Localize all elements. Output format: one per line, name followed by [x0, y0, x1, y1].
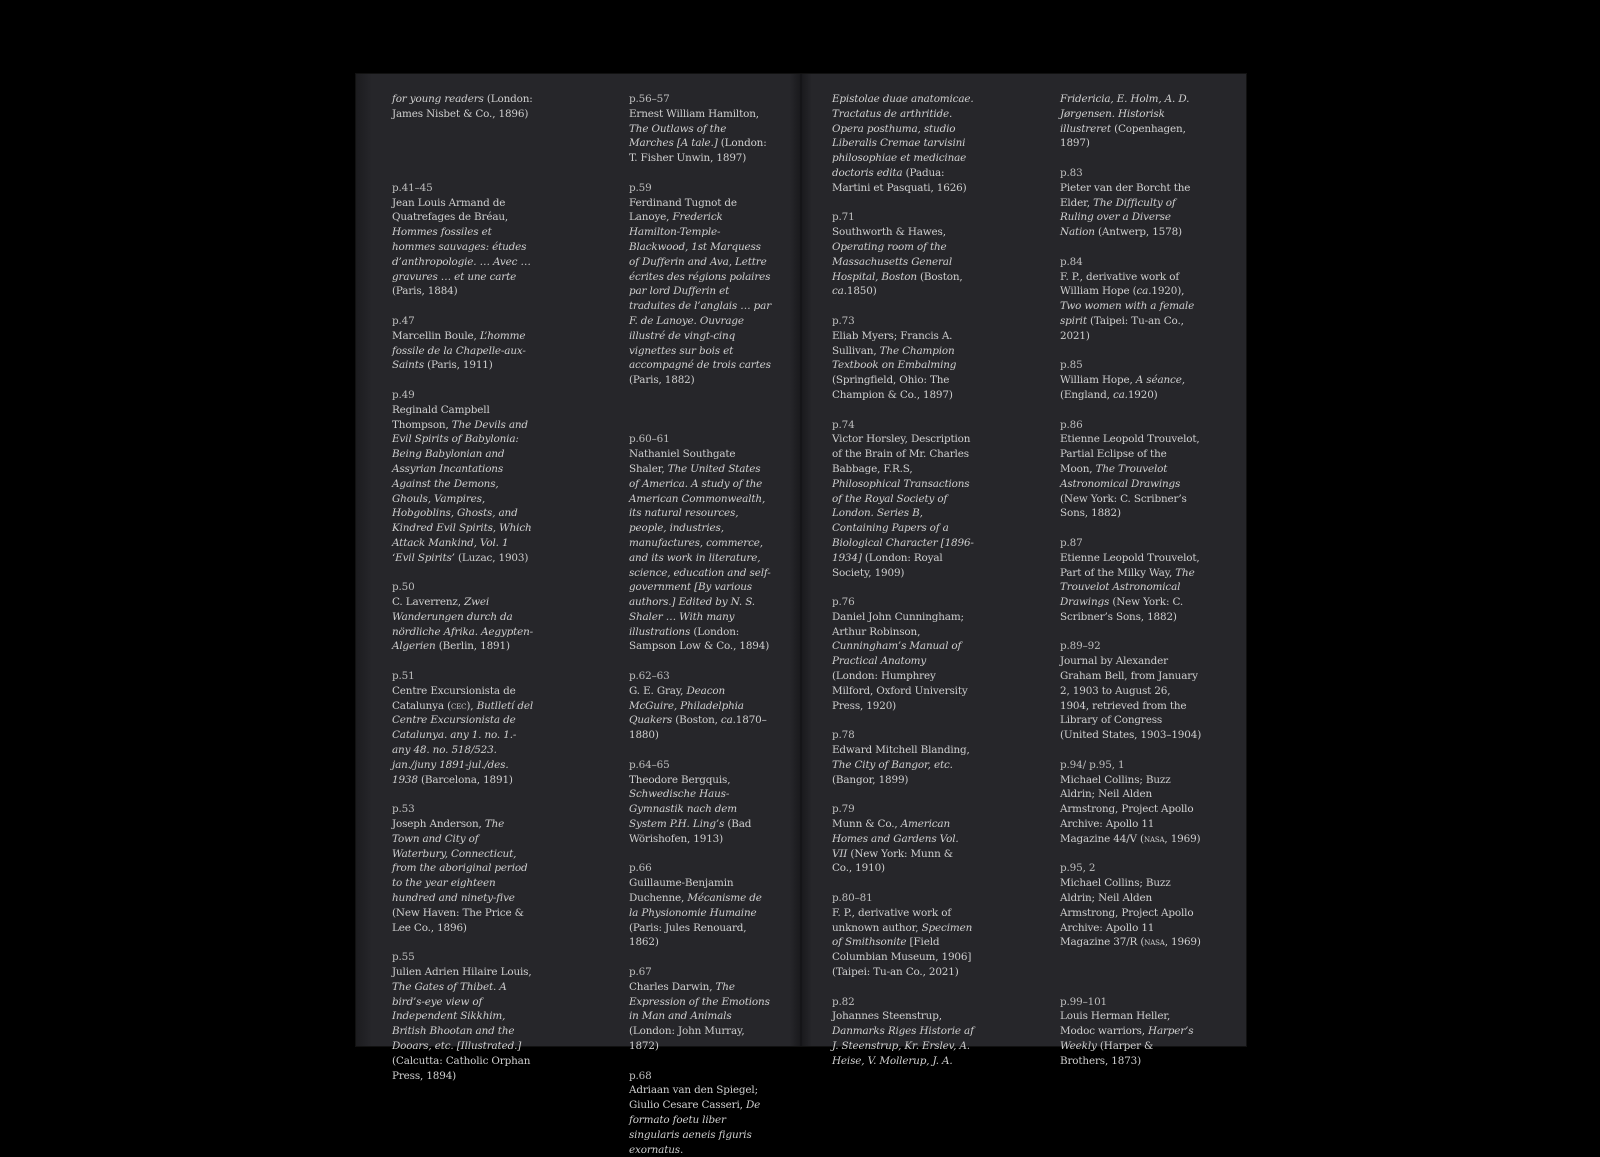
entry-spacer	[1060, 344, 1202, 359]
entry-text: (New York: C. Scribner’s Sons, 1882)	[1060, 596, 1184, 623]
entry-text: (Taipei: Tu-an Co., 2021)	[1060, 314, 1184, 342]
entry-text: (Paris, 1884)	[392, 285, 458, 298]
entry-text: Journal by Alexander Graham Bell, from January 2, 1903 to August 26, 1904, retrieved from the Library of Congress (United States, 1903–1904)	[1060, 655, 1202, 742]
entry-title-text: The Gates of Thibet. A bird’s-eye view of Independent Sikkhim, British Bhootan and the Dooars, etc. [Illustrated.]	[392, 980, 522, 1052]
page-reference: p.41–45	[392, 181, 433, 194]
bibliography-entry	[1060, 639, 1202, 743]
entry-text: (Paris, 1911)	[423, 359, 493, 372]
bibliography-column-1	[392, 92, 534, 1083]
bibliography-entry	[832, 728, 974, 787]
right-page	[802, 74, 1246, 1067]
bibliography-entry	[392, 388, 534, 566]
entry-title-text: Operating room of the Massachusetts General Hospital, Boston	[832, 240, 952, 283]
page-reference: p.67	[629, 966, 652, 979]
bibliography-entry	[392, 802, 534, 935]
spacer	[392, 122, 534, 181]
entry-title-text: Epistolae duae anatomicae. Tractatus de arthritide. Opera posthuma, studio Liberalis Cremae tarvisini philosophiae et medicinae doctoris edita	[832, 93, 974, 179]
entry-title-text: The Trouvelot Astronomical Drawings	[1060, 462, 1181, 490]
page-reference: p.82	[832, 995, 855, 1008]
page-reference: p.74	[832, 418, 855, 431]
entry-title-text: ca.	[832, 285, 847, 298]
page-reference: p.49	[392, 388, 415, 401]
entry-title-text: Mécanisme de la Physionomie Humaine	[629, 892, 762, 919]
entry-text: F. P., derivative work of William Hope (	[1060, 270, 1180, 298]
entry-spacer	[832, 196, 974, 211]
entry-text: (London: Humphrey Milford, Oxford University Press, 1920)	[832, 670, 968, 712]
entry-text: G. E. Gray,	[629, 684, 687, 697]
entry-spacer	[832, 787, 974, 802]
bibliography-entry	[832, 314, 974, 403]
entry-text: Etienne Leopold Trouvelot, Part of the Milky Way,	[1060, 551, 1200, 579]
bibliography-entry	[832, 210, 974, 299]
page-reference: p.51	[392, 670, 415, 683]
entry-spacer	[1060, 743, 1202, 758]
entry-text: Eliab Myers; Francis A. Sullivan,	[832, 329, 953, 357]
bibliography-entry	[1060, 92, 1202, 151]
entry-title-text: Butlletí del Centre Excursionista de Catalunya. any 1. no. 1.-any 48. no. 518/523. jan./juny 1891-jul./des. 1938	[392, 699, 534, 786]
bibliography-entry	[629, 1069, 771, 1157]
entry-text: (Bad Wörishofen, 1913)	[629, 818, 752, 845]
entry-text: Johannes Steenstrup,	[832, 1010, 942, 1023]
entry-text: (Harper & Brothers, 1873)	[1060, 1040, 1154, 1067]
entry-text: (Boston,	[672, 714, 721, 727]
bibliography-entry	[832, 995, 974, 1069]
entry-title-text: American Homes and Gardens Vol. VII	[832, 818, 959, 860]
left-page	[356, 74, 800, 1156]
entry-text: (Springfield, Ohio: The Champion & Co., 1897)	[832, 374, 953, 401]
entry-title-text: L’homme fossile de la Chapelle-aux-Saints	[392, 329, 526, 372]
entry-spacer	[392, 566, 534, 581]
bibliography-entry	[832, 418, 974, 581]
entry-text: (Antwerp, 1578)	[1094, 226, 1182, 239]
entry-spacer	[629, 847, 771, 862]
entry-text: , 1969)	[1164, 832, 1201, 845]
entry-text: (Luzac, 1903)	[454, 551, 529, 564]
entry-title-text: ca.	[720, 714, 736, 727]
page-reference: p.87	[1060, 536, 1083, 549]
page-reference: p.59	[629, 181, 652, 194]
entry-title-text: The United States of America. A study of the American Commonwealth, its natural resources, people, industries, manufactures, commerce, and its work in literature, science, education and self-government [By various authors.] Edited by N. S. Shaler … With many illustrations	[629, 462, 771, 638]
bibliography-column-2	[629, 92, 771, 1157]
entry-spacer	[392, 373, 534, 388]
entry-text: (Berlin, 1891)	[435, 640, 510, 653]
page-reference: p.84	[1060, 255, 1083, 268]
page-reference: p.78	[832, 729, 855, 742]
entry-text: F. P., derivative work of unknown author,	[832, 906, 952, 934]
entry-text: Centre Excursionista de Catalunya (	[392, 684, 516, 712]
entry-spacer	[832, 876, 974, 891]
bibliography-entry	[1060, 358, 1202, 402]
spacer	[1060, 950, 1202, 994]
entry-text: (Copenhagen, 1897)	[1060, 122, 1186, 150]
entry-text: Daniel John Cunningham; Arthur Robinson,	[832, 610, 964, 638]
entry-spacer	[629, 950, 771, 965]
entry-title-text: ca.	[1136, 285, 1152, 298]
entry-title-text: The Expression of the Emotions in Man and Animals	[629, 980, 770, 1023]
entry-text: (England,	[1060, 388, 1113, 401]
bibliography-entry	[832, 802, 974, 876]
entry-text: 1850)	[846, 285, 877, 298]
entry-spacer	[832, 713, 974, 728]
page-reference: p.68	[629, 1069, 652, 1082]
bibliography-entry	[1060, 536, 1202, 625]
page-reference: p.53	[392, 803, 415, 816]
entry-title-text: The Outlaws of the Marches [A tale.]	[629, 122, 727, 150]
entry-text: (London: T. Fisher Unwin, 1897)	[629, 137, 767, 165]
bibliography-entry	[392, 669, 534, 787]
bibliography-entry	[392, 181, 534, 299]
book-gutter	[790, 74, 812, 1046]
page-reference: p.55	[392, 951, 415, 964]
book-spread	[356, 74, 1246, 1156]
entry-title-text: Harper’s Weekly	[1060, 1025, 1194, 1052]
bibliography-column-3	[832, 92, 974, 1069]
entry-text: 1870–1880)	[629, 714, 767, 742]
entry-text: William Hope,	[1060, 374, 1136, 387]
entry-spacer	[1060, 151, 1202, 166]
entry-spacer	[392, 935, 534, 950]
entry-text: Ferdinand Tugnot de Lanoye,	[629, 196, 737, 224]
entry-text: C. Laverrenz,	[392, 596, 465, 609]
entry-spacer	[832, 980, 974, 995]
entry-title-text: The Town and City of Waterbury, Connecticut, from the aboriginal period to the year eighteen hundred and ninety-five	[392, 818, 528, 905]
page-reference: p.99–101	[1060, 995, 1108, 1008]
entry-spacer	[392, 654, 534, 669]
spacer	[629, 388, 771, 432]
entry-text: (London: Sampson Low & Co., 1894)	[629, 625, 770, 653]
page-reference: p.86	[1060, 418, 1083, 431]
page-reference: p.71	[832, 211, 855, 224]
page-reference: p.60–61	[629, 433, 670, 446]
entry-title-text: Philosophical Transactions of the Royal Society of London. Series B, Containing Papers of a Biological Character [1896-1934]	[832, 477, 974, 564]
entry-text: (Padua: Martini et Pasquati, 1626)	[832, 166, 967, 194]
entry-spacer	[629, 654, 771, 669]
entry-text: Victor Horsley, Description of the Brain of Mr. Charles Babbage, F.R.S,	[832, 433, 971, 475]
bibliography-entry	[1060, 166, 1202, 240]
entry-text: (Paris, 1882)	[629, 374, 695, 387]
entry-text: (London: Royal Society, 1909)	[832, 551, 943, 579]
page-reference: p.94/ p.95, 1	[1060, 758, 1125, 771]
entry-text: (New Haven: The Price & Lee Co., 1896)	[392, 906, 524, 934]
entry-spacer	[1060, 625, 1202, 640]
page-reference: p.47	[392, 314, 415, 327]
entry-text: Theodore Bergquis,	[629, 773, 731, 786]
entry-spacer	[629, 743, 771, 758]
bibliography-entry	[629, 965, 771, 1054]
entry-text: (New York: Munn & Co., 1910)	[832, 847, 953, 875]
entry-spacer	[1060, 403, 1202, 418]
page-reference: p.79	[832, 803, 855, 816]
page-reference: p.56–57	[629, 93, 670, 105]
entry-text: Reginald Campbell Thompson,	[392, 403, 490, 431]
bibliography-entry	[1060, 995, 1202, 1069]
page-reference: p.95, 2	[1060, 862, 1096, 875]
entry-title-text: The Devils and Evil Spirits of Babylonia: Being Babylonian and Assyrian Incantations Against the Demons, Ghouls, Vampires, Hobgoblins, Ghosts, and Kindred Evil Spirits, Which Attack Mankind, Vol. 1 ‘Evil Spirits’	[392, 418, 532, 564]
entry-text: Pieter van der Borcht the Elder,	[1060, 181, 1191, 209]
page-reference: p.50	[392, 581, 415, 594]
page-reference: p.64–65	[629, 758, 670, 771]
entry-title-text: Danmarks Riges Historie af J. Steenstrup, Kr. Erslev, A. Heise, V. Mollerup, J. A.	[832, 1025, 974, 1067]
entry-text: 1920)	[1127, 388, 1158, 401]
entry-text: Munn & Co.,	[832, 818, 901, 831]
entry-title-text: The Champion Textbook on Embalming	[832, 344, 957, 372]
bibliography-entry	[1060, 255, 1202, 344]
bibliography-entry	[1060, 758, 1202, 847]
bibliography-entry	[392, 314, 534, 373]
entry-title-text: for young readers	[392, 93, 484, 105]
entry-text: Michael Collins; Buzz Aldrin; Neil Alden Armstrong, Project Apollo Archive: Apollo 11 Magazine 37/R (	[1060, 877, 1194, 949]
entry-spacer	[392, 299, 534, 314]
entry-text: Nathaniel Southgate Shaler,	[629, 448, 736, 475]
page-reference: p.89–92	[1060, 640, 1101, 653]
entry-text: nasa	[1144, 936, 1165, 949]
entry-title-text: ca.	[1112, 388, 1128, 401]
bibliography-entry	[832, 891, 974, 980]
entry-text: Charles Darwin,	[629, 980, 716, 993]
entry-title-text: The City of Bangor, etc.	[832, 758, 953, 771]
entry-text: Jean Louis Armand de Quatrefages de Bréau,	[392, 196, 509, 224]
entry-text: Joseph Anderson,	[392, 818, 485, 831]
entry-text: (London: James Nisbet & Co., 1896)	[392, 93, 533, 120]
page-edge	[356, 74, 372, 1046]
entry-title-text: Schwedische Haus-Gymnastik nach dem System P.H. Ling’s	[629, 788, 737, 831]
bibliography-entry	[392, 950, 534, 1083]
bibliography-entry	[629, 861, 771, 950]
entry-spacer	[1060, 847, 1202, 862]
bibliography-entry	[1060, 418, 1202, 522]
entry-text: Adriaan van den Spiegel; Giulio Cesare Casseri,	[629, 1084, 758, 1112]
entry-text: [Field Columbian Museum, 1906] (Taipei: Tu-an Co., 2021)	[832, 936, 972, 979]
bibliography-column-4	[1060, 92, 1202, 1069]
entry-spacer	[1060, 240, 1202, 255]
page-reference: p.62–63	[629, 670, 670, 683]
entry-text: Michael Collins; Buzz Aldrin; Neil Alden Armstrong, Project Apollo Archive: Apollo 11 Magazine 44/V (	[1060, 773, 1194, 845]
entry-text: (London: John Murray, 1872)	[629, 1025, 745, 1052]
entry-text: (Barcelona, 1891)	[417, 773, 513, 786]
bibliography-entry	[1060, 861, 1202, 950]
entry-text: Southworth & Hawes,	[832, 226, 946, 239]
entry-text: Julien Adrien Hilaire Louis,	[392, 966, 532, 979]
entry-text: Guillaume-Benjamin Duchenne,	[629, 877, 734, 905]
page-reference: p.73	[832, 314, 855, 327]
bibliography-entry	[629, 758, 771, 847]
bibliography-entry	[629, 432, 771, 654]
entry-text: cec	[451, 699, 467, 712]
page-reference: p.76	[832, 596, 855, 609]
entry-spacer	[629, 166, 771, 181]
entry-text: (Calcutta: Catholic Orphan Press, 1894)	[392, 1054, 531, 1082]
entry-text: (Bangor, 1899)	[832, 773, 909, 786]
entry-title-text: Two women with a female spirit	[1060, 300, 1195, 327]
entry-title-text: The Trouvelot Astronomical Drawings	[1060, 566, 1195, 609]
entry-text: Etienne Leopold Trouvelot, Partial Eclipse of the Moon,	[1060, 433, 1200, 475]
entry-text: , 1969)	[1164, 936, 1201, 949]
entry-title-text: A séance,	[1135, 374, 1185, 387]
entry-spacer	[392, 787, 534, 802]
bibliography-entry	[392, 580, 534, 654]
entry-spacer	[832, 403, 974, 418]
entry-text: Edward Mitchell Blanding,	[832, 744, 970, 757]
page-reference: p.85	[1060, 359, 1083, 372]
entry-title-text: Frederick Hamilton-Temple-Blackwood, 1st Marquess of Dufferin and Ava, Lettre écrites des régions polaires par lord Dufferin et traduites de l’anglais … par F. de Lanoye. Ouvrage illustré de vingt-cinq vignettes sur bois et accompagné de trois cartes	[629, 211, 772, 372]
entry-text: Ernest William Hamilton,	[629, 107, 759, 120]
bibliography-entry	[629, 181, 771, 388]
entry-spacer	[629, 1054, 771, 1069]
entry-title-text: Hommes fossiles et hommes sauvages: études d’anthropologie. … Avec … gravures … et une carte	[392, 226, 531, 283]
entry-text: (Boston,	[916, 270, 963, 283]
page-reference: p.80–81	[832, 892, 873, 905]
entry-title-text: Fridericia, E. Holm, A. D. Jørgensen. Historisk illustreret	[1060, 93, 1190, 135]
entry-title-text: Deacon McGuire, Philadelphia Quakers	[629, 684, 744, 727]
entry-spacer	[832, 299, 974, 314]
bibliography-entry	[629, 669, 771, 743]
bibliography-entry	[629, 92, 771, 166]
entry-spacer	[832, 580, 974, 595]
entry-text: Louis Herman Heller, Modoc warriors,	[1060, 1010, 1171, 1038]
bibliography-entry	[832, 595, 974, 713]
entry-title-text: Cunningham’s Manual of Practical Anatomy	[832, 640, 962, 668]
entry-title-text: De formato foetu liber singularis aeneis figuris exornatus.	[629, 1099, 761, 1156]
bibliography-entry	[832, 92, 974, 196]
entry-text: Marcellin Boule,	[392, 329, 480, 342]
entry-title-text: Zwei Wanderungen durch da nördliche Afrika. Aegypten-Algerien	[392, 596, 534, 653]
page-reference: p.83	[1060, 166, 1083, 179]
entry-text: ),	[466, 699, 477, 712]
page-reference: p.66	[629, 862, 652, 875]
entry-title-text: The Difficulty of Ruling over a Diverse Nation	[1060, 196, 1176, 239]
entry-spacer	[1060, 521, 1202, 536]
entry-text: (Paris: Jules Renouard, 1862)	[629, 921, 747, 949]
entry-text: 1920),	[1151, 285, 1185, 298]
entry-text: nasa	[1143, 832, 1165, 845]
entry-text: (New York: C. Scribner’s Sons, 1882)	[1060, 492, 1187, 520]
bibliography-entry	[392, 92, 534, 122]
entry-title-text: Specimen of Smithsonite	[832, 921, 973, 949]
